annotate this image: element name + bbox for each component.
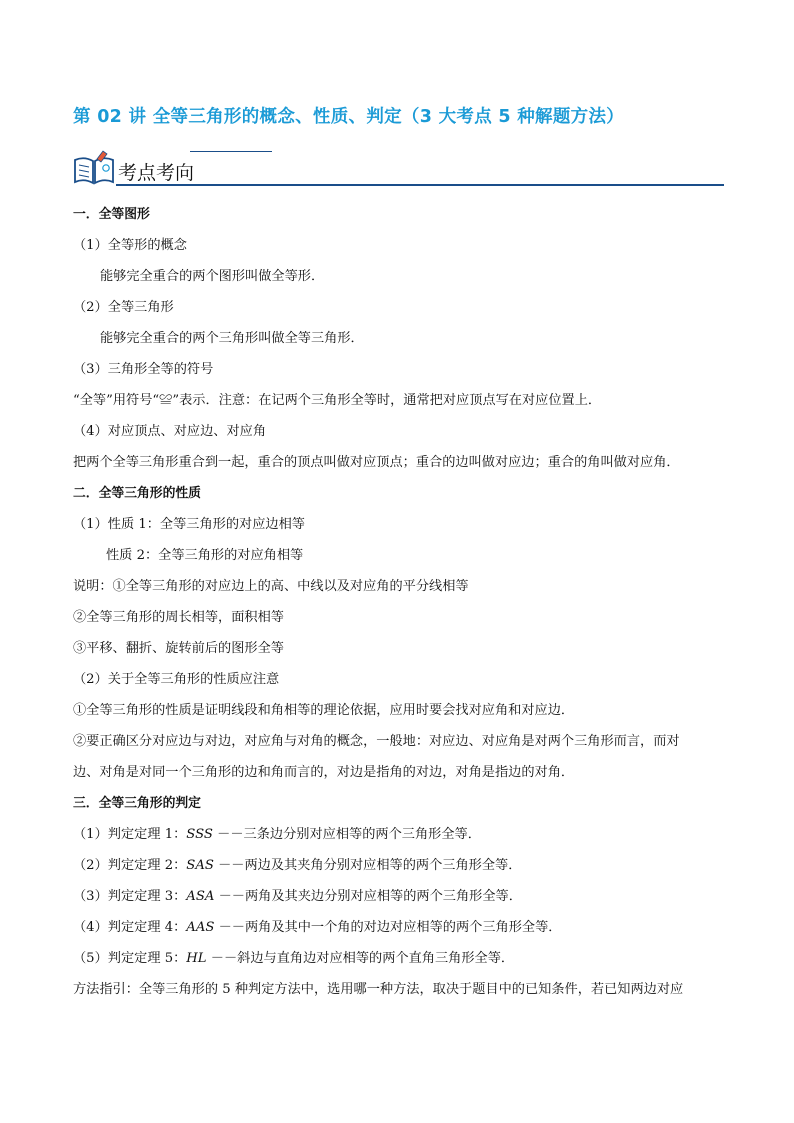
page-title: 第 02 讲 全等三角形的概念、性质、判定（3 大考点 5 种解题方法） bbox=[73, 107, 625, 127]
theorem-abbr: HL bbox=[186, 951, 207, 966]
theorem-abbr: AAS bbox=[186, 920, 215, 935]
paragraph: 能够完全重合的两个图形叫做全等形． bbox=[100, 269, 325, 284]
header-rule bbox=[116, 184, 724, 186]
heading-properties: 二．全等三角形的性质 bbox=[73, 486, 201, 501]
theorem-line bbox=[73, 950, 514, 968]
property-2: 性质 2：全等三角形的对应角相等 bbox=[106, 548, 304, 563]
theorem-prefix: （5）判定定理 5： bbox=[73, 951, 187, 966]
paragraph: 能够完全重合的两个三角形叫做全等三角形． bbox=[100, 331, 364, 346]
theorem-abbr: ASA bbox=[186, 889, 215, 904]
theorem-abbr: SAS bbox=[186, 858, 214, 873]
subheading: （3）三角形全等的符号 bbox=[73, 362, 214, 377]
theorem-prefix: （4）判定定理 4： bbox=[73, 920, 187, 935]
theorem-line bbox=[73, 857, 521, 875]
open-book-icon bbox=[72, 150, 116, 186]
theorem-text: －－两边及其夹角分别对应相等的两个三角形全等． bbox=[213, 858, 522, 873]
heading-criteria: 三．全等三角形的判定 bbox=[73, 796, 201, 811]
paragraph: ①全等三角形的性质是证明线段和角相等的理论依据，应用时要会找对应角和对应边． bbox=[73, 703, 575, 718]
theorem-text: －－两角及其夹边分别对应相等的两个三角形全等． bbox=[214, 889, 522, 904]
theorem-text: －－两角及其中一个角的对边对应相等的两个三角形全等． bbox=[214, 920, 562, 935]
subheading: （2）关于全等三角形的性质应注意 bbox=[73, 672, 280, 687]
theorem-prefix: （3）判定定理 3： bbox=[73, 889, 187, 904]
paragraph: 把两个全等三角形重合到一起，重合的顶点叫做对应顶点；重合的边叫做对应边；重合的角叫做对应角． bbox=[73, 455, 680, 470]
method-guide: 方法指引：全等三角形的 5 种判定方法中，选用哪一种方法，取决于题目中的已知条件，若已知两边对应 bbox=[73, 982, 684, 997]
note-line: ③平移、翻折、旋转前后的图形全等 bbox=[73, 641, 284, 656]
theorem-prefix: （1）判定定理 1： bbox=[73, 827, 187, 842]
note-line: ②全等三角形的周长相等，面积相等 bbox=[73, 610, 284, 625]
paragraph: “全等”用符号“≌”表示．注意：在记两个三角形全等时，通常把对应顶点写在对应位置上． bbox=[73, 393, 602, 408]
theorem-text: －－斜边与直角边对应相等的两个直角三角形全等． bbox=[206, 951, 515, 966]
theorem-abbr: SSS bbox=[186, 827, 213, 842]
section-header-label: 考点考向 bbox=[118, 162, 195, 184]
theorem-prefix: （2）判定定理 2： bbox=[73, 858, 187, 873]
paragraph: 边、对角是对同一个三角形的边和角而言的，对边是指角的对边，对角是指边的对角． bbox=[73, 765, 575, 780]
property-1: （1）性质 1：全等三角形的对应边相等 bbox=[73, 517, 305, 532]
subheading: （2）全等三角形 bbox=[73, 300, 174, 315]
note-line: 说明：①全等三角形的对应边上的高、中线以及对应角的平分线相等 bbox=[73, 579, 469, 594]
subheading: （1）全等形的概念 bbox=[73, 238, 187, 253]
paragraph: ②要正确区分对应边与对边，对应角与对角的概念，一般地：对应边、对应角是对两个三角形而言，而对 bbox=[73, 734, 680, 749]
theorem-line bbox=[73, 826, 481, 844]
section-header bbox=[72, 146, 724, 190]
header-accent-line bbox=[190, 151, 272, 152]
theorem-line bbox=[73, 888, 522, 906]
theorem-line bbox=[73, 919, 561, 937]
heading-congruent-figures: 一．全等图形 bbox=[73, 207, 150, 222]
subheading: （4）对应顶点、对应边、对应角 bbox=[73, 424, 267, 439]
theorem-text: －－三条边分别对应相等的两个三角形全等． bbox=[212, 827, 481, 842]
